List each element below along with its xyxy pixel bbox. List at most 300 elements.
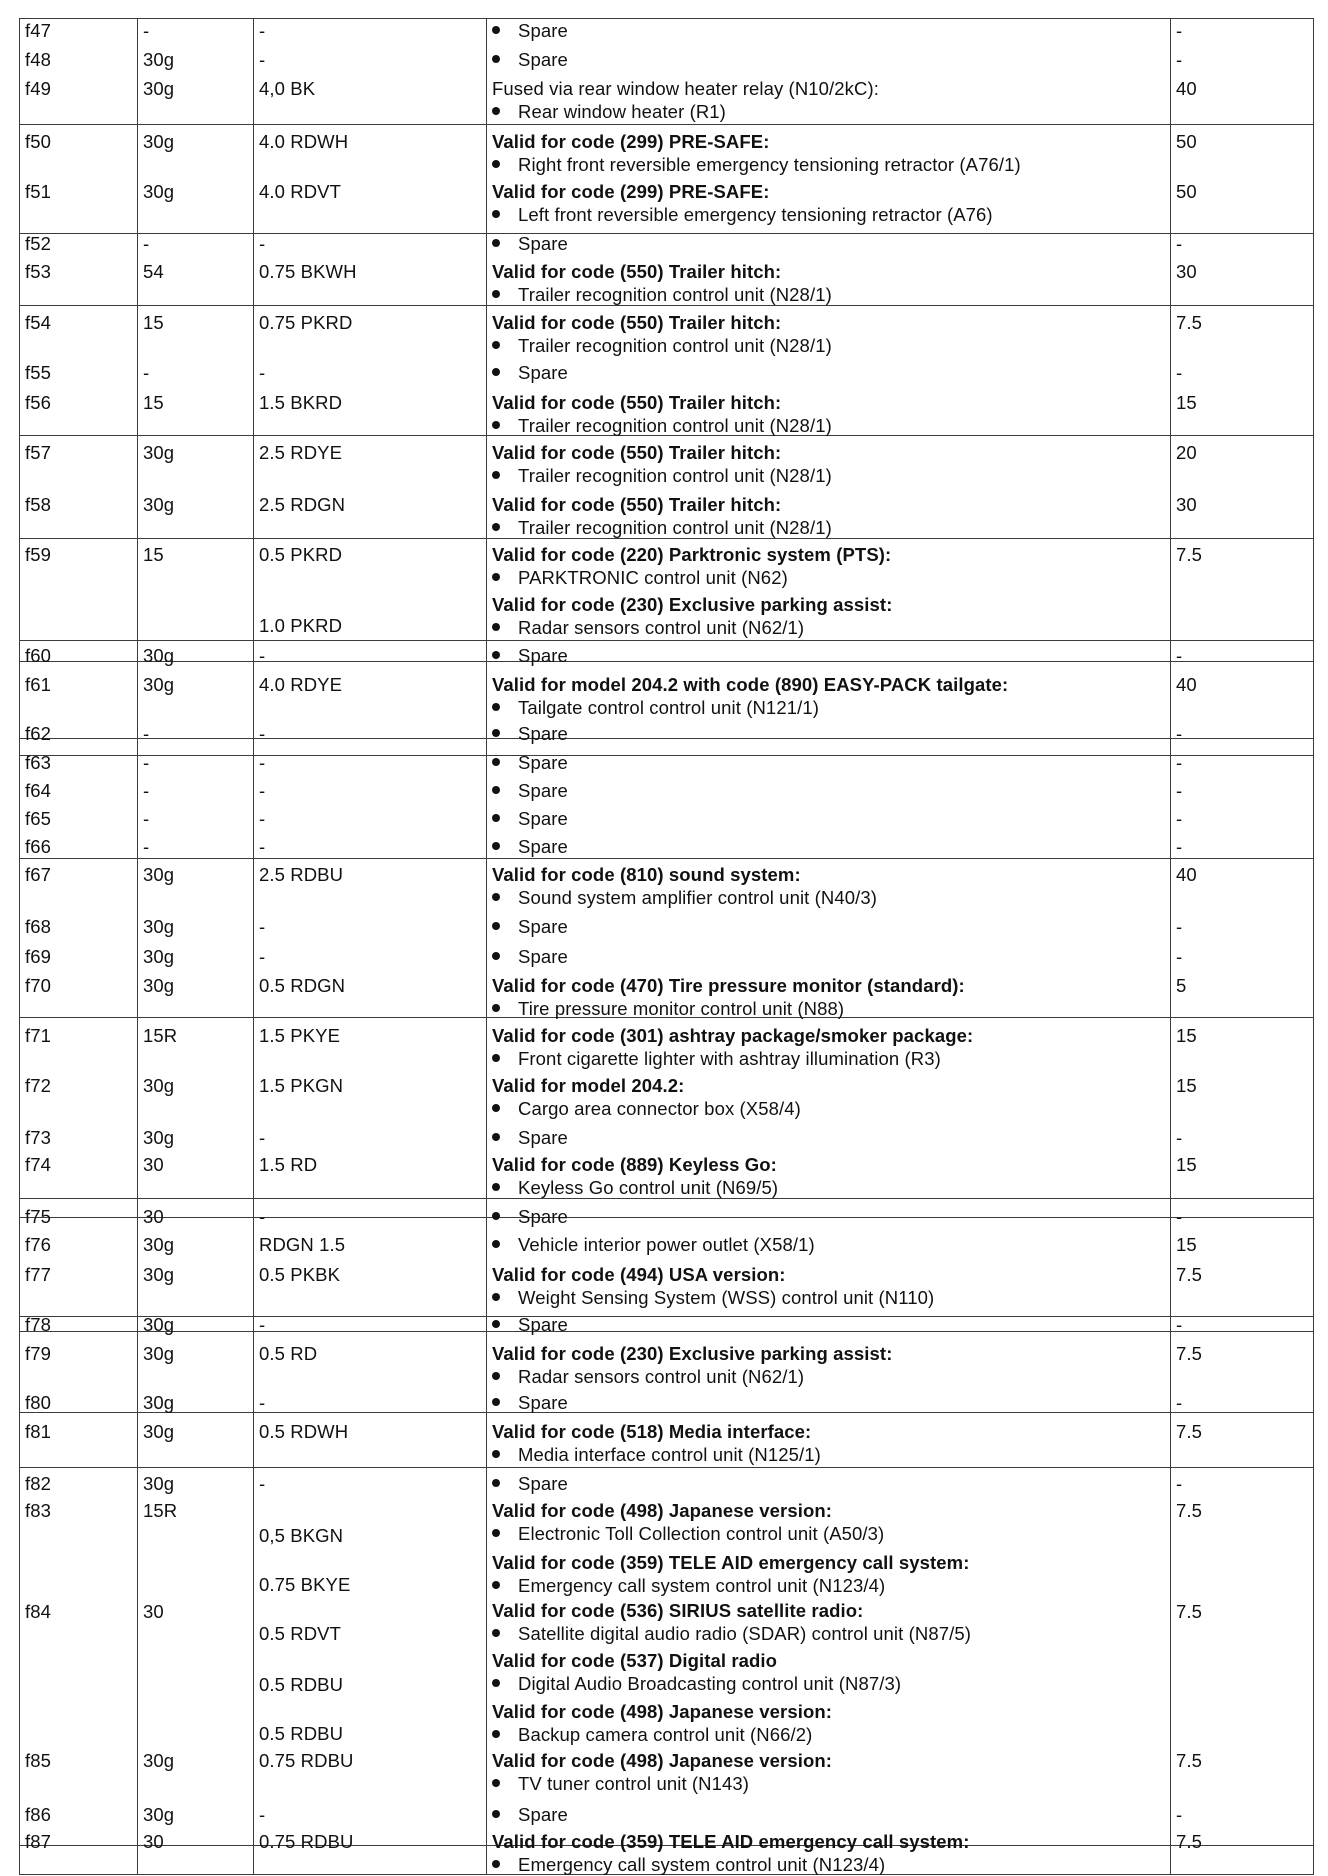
- validity-condition: [492, 392, 781, 414]
- row-divider: [19, 640, 1313, 641]
- row-divider: [19, 1316, 1313, 1317]
- terminal: 30: [143, 1601, 164, 1622]
- bullet-icon: [492, 1679, 500, 1687]
- line-text: Valid for code (220) Parktronic system (PTS):: [492, 544, 892, 565]
- terminal: -: [143, 836, 150, 857]
- line-text: Keyless Go control unit (N69/5): [518, 1176, 779, 1198]
- fuse-rating-amps: 30: [1176, 261, 1197, 282]
- validity-condition: [492, 1500, 832, 1522]
- validity-condition: [492, 1650, 777, 1672]
- line-text: Valid for code (498) Japanese version:: [492, 1500, 833, 1521]
- fuse-rating-amps: 30: [1176, 494, 1197, 515]
- wire-cross-section-color: 1.5 RD: [259, 1154, 318, 1175]
- wire-cross-section-color: RDGN 1.5: [259, 1234, 346, 1255]
- consumer-item: [492, 20, 568, 42]
- line-text: Tailgate control control unit (N121/1): [518, 696, 819, 718]
- bullet-icon: [492, 1398, 500, 1406]
- fuse-rating-amps: 15: [1176, 392, 1197, 413]
- wire-cross-section-color: -: [259, 752, 266, 773]
- fuse-number: f74: [25, 1154, 52, 1175]
- fuse-number: f57: [25, 442, 52, 463]
- line-text: Electronic Toll Collection control unit (A50/3): [518, 1523, 885, 1544]
- bullet-icon: [492, 1320, 500, 1328]
- bullet-icon: [492, 814, 500, 822]
- consumer-item: [492, 1314, 568, 1336]
- fuse-rating-amps: -: [1176, 808, 1183, 829]
- consumer-item: [492, 1234, 815, 1256]
- line-text: Valid for code (550) Trailer hitch:: [492, 392, 782, 413]
- validity-condition: [492, 594, 892, 616]
- fuse-number: f66: [25, 836, 52, 857]
- bullet-icon: [492, 239, 500, 247]
- fuse-rating-amps: -: [1176, 836, 1183, 857]
- wire-cross-section-color: -: [259, 723, 266, 744]
- line-text: Front cigarette lighter with ashtray illumination (R3): [518, 1047, 941, 1069]
- line-text: Emergency call system control unit (N123/4): [518, 1575, 886, 1596]
- consumer-item: [492, 998, 844, 1020]
- line-text: Trailer recognition control unit (N28/1): [518, 414, 832, 436]
- terminal: -: [143, 752, 150, 773]
- line-text: Valid for model 204.2 with code (890) EASY-PACK tailgate:: [492, 674, 1009, 695]
- line-text: Trailer recognition control unit (N28/1): [518, 516, 832, 538]
- terminal: 30g: [143, 1750, 175, 1771]
- consumer-item: [492, 1575, 885, 1597]
- line-text: Fused via rear window heater relay (N10/2kC):: [492, 78, 879, 99]
- fuse-rating-amps: 20: [1176, 442, 1197, 463]
- row-divider: [19, 1412, 1313, 1413]
- bullet-icon: [492, 1372, 500, 1380]
- bullet-icon: [492, 1212, 500, 1220]
- consumer-item: [492, 1048, 941, 1070]
- bullet-icon: [492, 1810, 500, 1818]
- line-text: Tire pressure monitor control unit (N88): [518, 997, 845, 1019]
- terminal: -: [143, 723, 150, 744]
- wire-cross-section-color: -: [259, 362, 266, 383]
- wire-cross-section-color: 4,0 BK: [259, 78, 316, 99]
- fuse-rating-amps: 50: [1176, 131, 1197, 152]
- line-text: Trailer recognition control unit (N28/1): [518, 283, 832, 305]
- consumer-item: [492, 808, 568, 830]
- consumer-item: [492, 567, 788, 589]
- bullet-icon: [492, 1004, 500, 1012]
- terminal: 30g: [143, 1804, 175, 1825]
- consumer-item: [492, 1473, 568, 1495]
- fuse-number: f71: [25, 1025, 52, 1046]
- consumer-item: [492, 415, 832, 437]
- terminal: 30g: [143, 1473, 175, 1494]
- consumer-item: [492, 617, 804, 639]
- terminal: 30g: [143, 442, 175, 463]
- fuse-rating-amps: -: [1176, 780, 1183, 801]
- line-text: Valid for code (359) TELE AID emergency call system:: [492, 1552, 970, 1573]
- validity-condition: [492, 1750, 832, 1772]
- terminal: 30g: [143, 864, 175, 885]
- validity-condition: [492, 442, 781, 464]
- line-text: Valid for code (230) Exclusive parking assist:: [492, 1343, 893, 1364]
- bullet-icon: [492, 210, 500, 218]
- terminal: 30g: [143, 1234, 175, 1255]
- bullet-icon: [492, 160, 500, 168]
- validity-condition: [492, 494, 781, 516]
- wire-cross-section-color: 0.5 RDVT: [259, 1623, 342, 1644]
- fuse-number: f85: [25, 1750, 52, 1771]
- terminal: 30g: [143, 1421, 175, 1442]
- bullet-icon: [492, 623, 500, 631]
- line-text: Valid for code (498) Japanese version:: [492, 1701, 833, 1722]
- fuse-rating-amps: 40: [1176, 674, 1197, 695]
- consumer-item: [492, 49, 568, 71]
- row-divider: [19, 1217, 1313, 1218]
- row-divider: [19, 124, 1313, 125]
- consumer-item: [492, 836, 568, 858]
- line-text: Valid for code (299) PRE-SAFE:: [492, 131, 770, 152]
- line-text: Valid for code (518) Media interface:: [492, 1421, 812, 1442]
- consumer-item: [492, 946, 568, 968]
- wire-cross-section-color: -: [259, 1392, 266, 1413]
- validity-condition: [492, 975, 965, 997]
- line-text: Emergency call system control unit (N123/4): [518, 1853, 886, 1875]
- fuse-rating-amps: 15: [1176, 1075, 1197, 1096]
- fuse-rating-amps: 7.5: [1176, 1500, 1203, 1521]
- wire-cross-section-color: 4.0 RDVT: [259, 181, 342, 202]
- validity-condition: [492, 864, 801, 886]
- fuse-number: f56: [25, 392, 52, 413]
- fuse-rating-amps: 40: [1176, 78, 1197, 99]
- terminal: 30g: [143, 645, 175, 666]
- row-divider: [19, 233, 1313, 234]
- fuse-rating-amps: 15: [1176, 1025, 1197, 1046]
- bullet-icon: [492, 290, 500, 298]
- terminal: 30g: [143, 494, 175, 515]
- terminal: 30g: [143, 1264, 175, 1285]
- terminal: 30g: [143, 49, 175, 70]
- wire-cross-section-color: 0.5 RDGN: [259, 975, 346, 996]
- terminal: 30: [143, 1831, 164, 1852]
- bullet-icon: [492, 107, 500, 115]
- line-text: Digital Audio Broadcasting control unit (N87/3): [518, 1673, 902, 1694]
- row-divider: [19, 1467, 1313, 1468]
- bullet-icon: [492, 421, 500, 429]
- row-divider: [19, 755, 1313, 756]
- bullet-icon: [492, 523, 500, 531]
- bullet-icon: [492, 573, 500, 581]
- consumer-item: [492, 1287, 934, 1309]
- validity-condition: [492, 1154, 777, 1176]
- fuse-number: f63: [25, 752, 52, 773]
- bullet-icon: [492, 55, 500, 63]
- line-text: Trailer recognition control unit (N28/1): [518, 334, 832, 356]
- terminal: 15: [143, 544, 164, 565]
- column-divider: [1170, 18, 1171, 1875]
- line-text: Right front reversible emergency tensioning retractor (A76/1): [518, 153, 1021, 175]
- validity-condition: [492, 674, 1008, 696]
- fuse-number: f83: [25, 1500, 52, 1521]
- consumer-item: [492, 1127, 568, 1149]
- fuse-rating-amps: 7.5: [1176, 312, 1203, 333]
- terminal: 54: [143, 261, 164, 282]
- bullet-icon: [492, 1183, 500, 1191]
- fuse-number: f59: [25, 544, 52, 565]
- fuse-number: f50: [25, 131, 52, 152]
- fuse-rating-amps: 50: [1176, 181, 1197, 202]
- line-text: Valid for code (230) Exclusive parking assist:: [492, 594, 893, 615]
- fuse-number: f78: [25, 1314, 52, 1335]
- fuse-number: f65: [25, 808, 52, 829]
- fuse-number: f52: [25, 233, 52, 254]
- fuse-number: f51: [25, 181, 52, 202]
- line-text: Spare: [518, 233, 568, 254]
- validity-condition: [492, 1421, 811, 1443]
- wire-cross-section-color: 2.5 RDBU: [259, 864, 344, 885]
- fuse-rating-amps: 15: [1176, 1154, 1197, 1175]
- validity-condition: [492, 1831, 969, 1853]
- wire-cross-section-color: 2.5 RDYE: [259, 442, 343, 463]
- line-text: Spare: [518, 645, 568, 666]
- consumer-item: [492, 1444, 821, 1466]
- consumer-item: [492, 1177, 778, 1199]
- fuse-number: f68: [25, 916, 52, 937]
- fuse-rating-amps: -: [1176, 1392, 1183, 1413]
- validity-condition: [492, 312, 781, 334]
- column-divider: [19, 18, 20, 1875]
- terminal: 30g: [143, 1075, 175, 1096]
- wire-cross-section-color: -: [259, 1804, 266, 1825]
- bullet-icon: [492, 651, 500, 659]
- fuse-rating-amps: 7.5: [1176, 1831, 1203, 1852]
- fuse-rating-amps: 5: [1176, 975, 1187, 996]
- fuse-rating-amps: 7.5: [1176, 544, 1203, 565]
- line-text: Valid for code (889) Keyless Go:: [492, 1154, 777, 1175]
- wire-cross-section-color: 0.5 RD: [259, 1343, 318, 1364]
- fuse-rating-amps: -: [1176, 645, 1183, 666]
- line-text: Valid for code (299) PRE-SAFE:: [492, 181, 770, 202]
- wire-cross-section-color: 0.5 RDWH: [259, 1421, 349, 1442]
- terminal: 30g: [143, 78, 175, 99]
- bullet-icon: [492, 1629, 500, 1637]
- terminal: 30: [143, 1206, 164, 1227]
- line-text: Vehicle interior power outlet (X58/1): [518, 1234, 815, 1255]
- fuse-rating-amps: -: [1176, 946, 1183, 967]
- fuse-number: f67: [25, 864, 52, 885]
- consumer-item: [492, 1804, 568, 1826]
- terminal: 30g: [143, 131, 175, 152]
- terminal: 30g: [143, 946, 175, 967]
- fuse-number: f73: [25, 1127, 52, 1148]
- bullet-icon: [492, 1779, 500, 1787]
- line-text: Spare: [518, 780, 568, 801]
- bullet-icon: [492, 1240, 500, 1248]
- line-text: Spare: [518, 20, 568, 41]
- consumer-item: [492, 1854, 885, 1876]
- row-divider: [19, 858, 1313, 859]
- consumer-item: [492, 887, 877, 909]
- fuse-rating-amps: -: [1176, 1473, 1183, 1494]
- line-text: Backup camera control unit (N66/2): [518, 1724, 813, 1745]
- validity-condition: [492, 544, 891, 566]
- wire-cross-section-color: -: [259, 49, 266, 70]
- line-text: Trailer recognition control unit (N28/1): [518, 464, 832, 486]
- line-text: Weight Sensing System (WSS) control unit (N110): [518, 1286, 935, 1308]
- fuse-rating-amps: 7.5: [1176, 1343, 1203, 1364]
- validity-condition: [492, 1701, 832, 1723]
- terminal: -: [143, 233, 150, 254]
- row-divider: [19, 738, 1313, 739]
- fuse-rating-amps: 7.5: [1176, 1750, 1203, 1771]
- fuse-number: f76: [25, 1234, 52, 1255]
- wire-cross-section-color: 2.5 RDGN: [259, 494, 346, 515]
- bullet-icon: [492, 1450, 500, 1458]
- wire-cross-section-color: -: [259, 1127, 266, 1148]
- wire-cross-section-color: 0.5 PKRD: [259, 544, 343, 565]
- fuse-number: f54: [25, 312, 52, 333]
- fuse-rating-amps: -: [1176, 233, 1183, 254]
- terminal: 30g: [143, 916, 175, 937]
- fuse-number: f58: [25, 494, 52, 515]
- fuse-number: f61: [25, 674, 52, 695]
- fuse-number: f49: [25, 78, 52, 99]
- consumer-item: [492, 335, 832, 357]
- fuse-rating-amps: 7.5: [1176, 1421, 1203, 1442]
- wire-cross-section-color: -: [259, 1473, 266, 1494]
- fuse-number: f72: [25, 1075, 52, 1096]
- wire-cross-section-color: -: [259, 780, 266, 801]
- row-divider: [19, 1331, 1313, 1332]
- terminal: 15: [143, 312, 164, 333]
- consumer-item: [492, 645, 568, 667]
- bullet-icon: [492, 341, 500, 349]
- wire-cross-section-color: 1.5 BKRD: [259, 392, 343, 413]
- validity-condition: [492, 261, 781, 283]
- fuse-number: f75: [25, 1206, 52, 1227]
- line-text: Spare: [518, 1314, 568, 1335]
- column-divider: [253, 18, 254, 1875]
- line-text: Spare: [518, 752, 568, 773]
- wire-cross-section-color: -: [259, 1314, 266, 1335]
- terminal: 30: [143, 1154, 164, 1175]
- line-text: Cargo area connector box (X58/4): [518, 1097, 801, 1119]
- consumer-item: [492, 1206, 568, 1228]
- consumer-item: [492, 752, 568, 774]
- wire-cross-section-color: 1.5 PKGN: [259, 1075, 344, 1096]
- wire-cross-section-color: -: [259, 836, 266, 857]
- bullet-icon: [492, 1133, 500, 1141]
- bullet-icon: [492, 786, 500, 794]
- consumer-item: [492, 362, 568, 384]
- line-text: Valid for code (494) USA version:: [492, 1264, 786, 1285]
- fuse-number: f47: [25, 20, 52, 41]
- line-text: Spare: [518, 808, 568, 829]
- terminal: 30g: [143, 1392, 175, 1413]
- bullet-icon: [492, 1730, 500, 1738]
- validity-condition: [492, 1343, 892, 1365]
- fuse-number: f77: [25, 1264, 52, 1285]
- line-text: Valid for code (498) Japanese version:: [492, 1750, 833, 1771]
- fuse-rating-amps: -: [1176, 1127, 1183, 1148]
- consumer-item: [492, 1724, 812, 1746]
- wire-cross-section-color: 0.75 PKRD: [259, 312, 353, 333]
- bullet-icon: [492, 26, 500, 34]
- wire-cross-section-color: 4.0 RDYE: [259, 674, 343, 695]
- wire-cross-section-color: 0,5 BKGN: [259, 1525, 344, 1546]
- line-text: PARKTRONIC control unit (N62): [518, 566, 788, 588]
- column-divider: [486, 18, 487, 1875]
- consumer-item: [492, 1673, 901, 1695]
- fuse-number: f60: [25, 645, 52, 666]
- column-divider: [137, 18, 138, 1875]
- line-text: Spare: [518, 49, 568, 70]
- terminal: 30g: [143, 181, 175, 202]
- wire-cross-section-color: -: [259, 946, 266, 967]
- bullet-icon: [492, 1479, 500, 1487]
- fuse-number: f48: [25, 49, 52, 70]
- fuse-rating-amps: -: [1176, 752, 1183, 773]
- validity-condition: [492, 1075, 684, 1097]
- bullet-icon: [492, 703, 500, 711]
- wire-cross-section-color: 0.5 PKBK: [259, 1264, 341, 1285]
- bullet-icon: [492, 1860, 500, 1868]
- terminal: -: [143, 20, 150, 41]
- description-text: [492, 78, 879, 100]
- consumer-item: [492, 723, 568, 745]
- line-text: Spare: [518, 1127, 568, 1148]
- fuse-number: f82: [25, 1473, 52, 1494]
- line-text: Sound system amplifier control unit (N40/3): [518, 886, 878, 908]
- terminal: 15: [143, 392, 164, 413]
- terminal: 30g: [143, 674, 175, 695]
- fuse-rating-amps: -: [1176, 362, 1183, 383]
- line-text: Valid for code (550) Trailer hitch:: [492, 494, 782, 515]
- terminal: -: [143, 808, 150, 829]
- fuse-rating-amps: 7.5: [1176, 1264, 1203, 1285]
- consumer-item: [492, 780, 568, 802]
- bullet-icon: [492, 1104, 500, 1112]
- terminal: -: [143, 362, 150, 383]
- bullet-icon: [492, 1054, 500, 1062]
- terminal: 30g: [143, 1127, 175, 1148]
- bullet-icon: [492, 368, 500, 376]
- validity-condition: [492, 1264, 786, 1286]
- consumer-item: [492, 1523, 884, 1545]
- fuse-number: f81: [25, 1421, 52, 1442]
- fuse-rating-amps: -: [1176, 1206, 1183, 1227]
- consumer-item: [492, 101, 726, 123]
- fuse-number: f84: [25, 1601, 52, 1622]
- wire-cross-section-color: -: [259, 233, 266, 254]
- wire-cross-section-color: 0.75 BKYE: [259, 1574, 351, 1595]
- validity-condition: [492, 1552, 969, 1574]
- line-text: Spare: [518, 1206, 568, 1227]
- consumer-item: [492, 1392, 568, 1414]
- line-text: Valid for code (537) Digital radio: [492, 1650, 778, 1671]
- wire-cross-section-color: -: [259, 645, 266, 666]
- consumer-item: [492, 1773, 749, 1795]
- fuse-number: f53: [25, 261, 52, 282]
- terminal: 15R: [143, 1500, 178, 1521]
- wire-cross-section-color: 1.0 PKRD: [259, 614, 343, 636]
- line-text: Spare: [518, 362, 568, 383]
- line-text: Valid for code (810) sound system:: [492, 864, 801, 885]
- fuse-rating-amps: -: [1176, 20, 1183, 41]
- line-text: Media interface control unit (N125/1): [518, 1443, 821, 1465]
- validity-condition: [492, 1600, 863, 1622]
- row-divider: [19, 661, 1313, 662]
- fuse-rating-amps: 7.5: [1176, 1601, 1203, 1622]
- fuse-rating-amps: -: [1176, 1314, 1183, 1335]
- row-divider: [19, 18, 1313, 19]
- wire-cross-section-color: -: [259, 20, 266, 41]
- validity-condition: [492, 1025, 973, 1047]
- fuse-number: f79: [25, 1343, 52, 1364]
